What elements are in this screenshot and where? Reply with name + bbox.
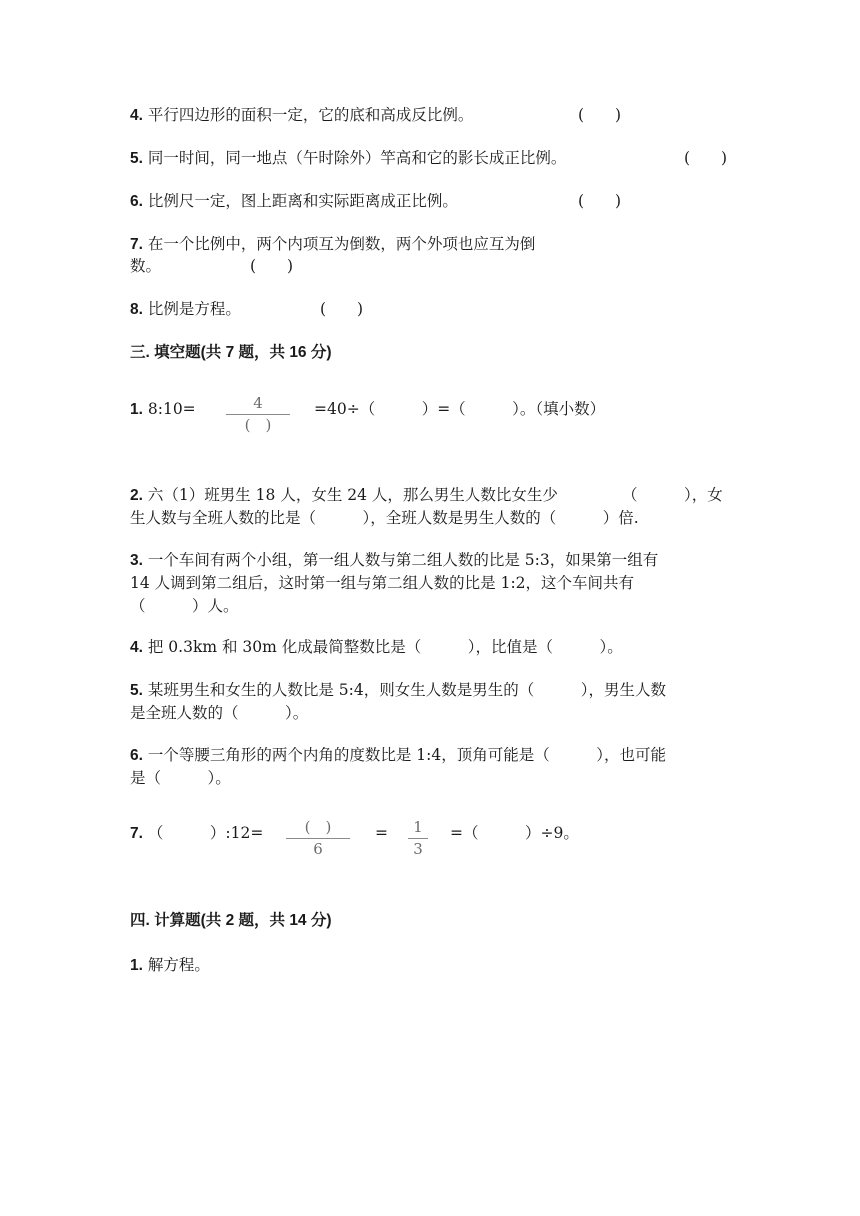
question-text: 比例尺一定，图上距离和实际距离成正比例。 [147, 192, 458, 210]
judge-item-4 [130, 104, 473, 127]
fill-item-7 [130, 822, 263, 845]
question-text[interactable]: 一个等腰三角形的两个内角的度数比是 1:4，顶角可能是（ ），也可能 [147, 746, 666, 764]
question-text-continued[interactable]: 生人数与全班人数的比是（ ），全班人数是男生人数的（ ）倍. [130, 509, 639, 527]
question-number: 1. [130, 401, 143, 418]
fill-item-1 [130, 398, 196, 421]
fraction [408, 818, 428, 860]
equals-sign: = [375, 824, 388, 842]
answer-blank[interactable]: ( ) [320, 300, 364, 318]
question-number: 8. [130, 301, 143, 318]
answer-blank[interactable]: ( ) [578, 106, 622, 124]
fraction-bar [226, 414, 290, 415]
judge-item-8 [130, 298, 241, 321]
question-text: 平行四边形的面积一定，它的底和高成反比例。 [147, 106, 474, 124]
question-text: 解方程。 [147, 956, 210, 974]
question-number: 7. [130, 825, 143, 842]
question-number: 1. [130, 957, 143, 974]
question-number: 5. [130, 682, 143, 699]
fraction [226, 394, 290, 436]
question-text[interactable]: 把 0.3km 和 30m 化成最简整数比是（ ），比值是（ ）。 [147, 638, 623, 656]
question-text: 一个车间有两个小组，第一组人数与第二组人数的比是 5:3，如果第一组有 [147, 551, 659, 569]
question-number: 4. [130, 107, 143, 124]
question-text-continued: 数。 [130, 257, 162, 275]
question-number: 3. [130, 552, 143, 569]
question-number: 5. [130, 150, 143, 167]
answer-blank[interactable]: ( ) [578, 192, 622, 210]
judge-item-5 [130, 147, 566, 170]
fill-item-6 [130, 744, 666, 767]
section-heading: 三. 填空题(共 7 题，共 16 分) [130, 344, 332, 361]
question-number: 6. [130, 193, 143, 210]
answer-blank[interactable]: （ ），女 [622, 486, 723, 504]
question-text: 六（1）班男生 18 人，女生 24 人，那么男生人数比女生少 [147, 486, 558, 504]
question-text-continued[interactable]: （ ）人。 [130, 597, 239, 615]
question-text: 同一时间，同一地点（午时除外）竿高和它的影长成正比例。 [147, 149, 567, 167]
question-text: 比例是方程。 [147, 300, 241, 318]
question-text[interactable]: =（ ）÷9。 [450, 824, 579, 842]
judge-item-6 [130, 190, 458, 213]
fraction [286, 818, 350, 860]
question-text-continued[interactable]: 是全班人数的（ ）。 [130, 704, 309, 722]
fraction-numerator: 1 [413, 818, 423, 836]
fraction-denominator: 6 [313, 840, 323, 858]
question-number: 7. [130, 236, 143, 253]
fraction-bar [408, 838, 428, 839]
question-text: 在一个比例中，两个内项互为倒数，两个外项也应互为倒 [147, 235, 536, 253]
question-number: 2. [130, 487, 143, 504]
fraction-denominator[interactable]: ( ) [244, 416, 272, 434]
fill-item-4 [130, 636, 623, 659]
question-text[interactable]: =40÷（ ）=（ ）。（填小数） [314, 400, 606, 418]
fraction-numerator[interactable]: ( ) [304, 818, 332, 836]
fraction-numerator: 4 [253, 394, 263, 412]
fill-item-3 [130, 549, 658, 572]
fraction-denominator: 3 [413, 840, 423, 858]
question-lead[interactable]: （ ）:12= [147, 824, 264, 842]
fraction-bar [286, 838, 350, 839]
judge-item-7 [130, 233, 535, 256]
question-text-continued: 14 人调到第二组后，这时第一组与第二组人数的比是 1:2，这个车间共有 [130, 574, 635, 592]
answer-blank[interactable]: ( ) [250, 257, 294, 275]
question-number: 4. [130, 639, 143, 656]
question-text[interactable]: 某班男生和女生的人数比是 5:4，则女生人数是男生的（ ），男生人数 [147, 681, 666, 699]
answer-blank[interactable]: ( ) [684, 149, 728, 167]
fill-item-2 [130, 484, 558, 507]
question-number: 6. [130, 747, 143, 764]
question-text-continued[interactable]: 是（ ）。 [130, 769, 231, 787]
calc-item-1 [130, 954, 210, 977]
fill-item-5 [130, 679, 666, 702]
question-lead: 8:10= [147, 400, 196, 418]
section-heading: 四. 计算题(共 2 题，共 14 分) [130, 912, 332, 929]
